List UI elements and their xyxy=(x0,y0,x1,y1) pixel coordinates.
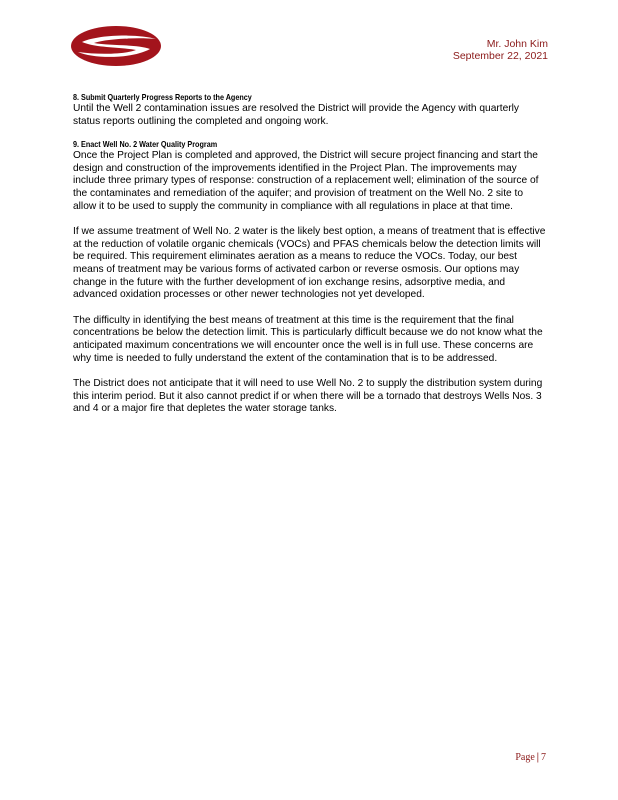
page-separator: | xyxy=(536,752,539,763)
paragraph: The difficulty in identifying the best means of treatment at this time is the requirement that the final concentrations be below the detection limit. This is particularly difficult because we do not know what the anticipated maximum concentrations we will encounter once the well is in full use. These concerns are why time is needed to fully understand the extent of the contamination that is to be addressed. xyxy=(73,314,543,364)
recipient-name: Mr. John Kim xyxy=(486,38,548,50)
letter-addressee-block xyxy=(453,38,548,62)
section-heading: 9. Enact Well No. 2 Water Quality Program xyxy=(73,139,218,150)
paragraph: The District does not anticipate that it will need to use Well No. 2 to supply the distribution system during this interim period. But it also cannot predict if or when there will be a tornado that destroys Wells Nos. 3 and 4 or a major fire that depletes the water storage tanks. xyxy=(73,378,543,415)
paragraph: If we assume treatment of Well No. 2 water is the likely best option, a means of treatment that is effective at the reduction of volatile organic chemicals (VOCs) and PFAS chemicals below the detection limits will be required. This requirement eliminates aeration as a means to reduce the VOCs. Today, our best means of treatment may be various forms of activated carbon or reverse osmosis. Our options may change in the future with the further development of ion exchange resins, adsorptive media, and advanced oxidation processes or other newer technologies not yet developed. xyxy=(73,226,546,301)
page-number: 7 xyxy=(541,752,546,763)
paragraph: Once the Project Plan is completed and approved, the District will secure project financing and start the design and construction of the improvements identified in the Project Plan. The improvements may include three primary types of response: construction of a replacement well; elimination of the source of the contaminates and remediation of the aquifer; and provision of treatment on the Well No. 2 site to allow it to be used to supply the community in compliance with all regulations in place at that time. xyxy=(73,150,539,212)
page-footer xyxy=(515,752,546,763)
letter-date: September 22, 2021 xyxy=(452,50,548,62)
paragraph: Until the Well 2 contamination issues are resolved the District will provide the Agency with quarterly status reports outlining the completed and ongoing work. xyxy=(73,103,520,127)
letter-body xyxy=(73,92,548,416)
page-label: Page xyxy=(515,752,535,763)
district-logo xyxy=(70,25,162,67)
section-heading: 8. Submit Quarterly Progress Reports to the Agency xyxy=(73,92,252,102)
